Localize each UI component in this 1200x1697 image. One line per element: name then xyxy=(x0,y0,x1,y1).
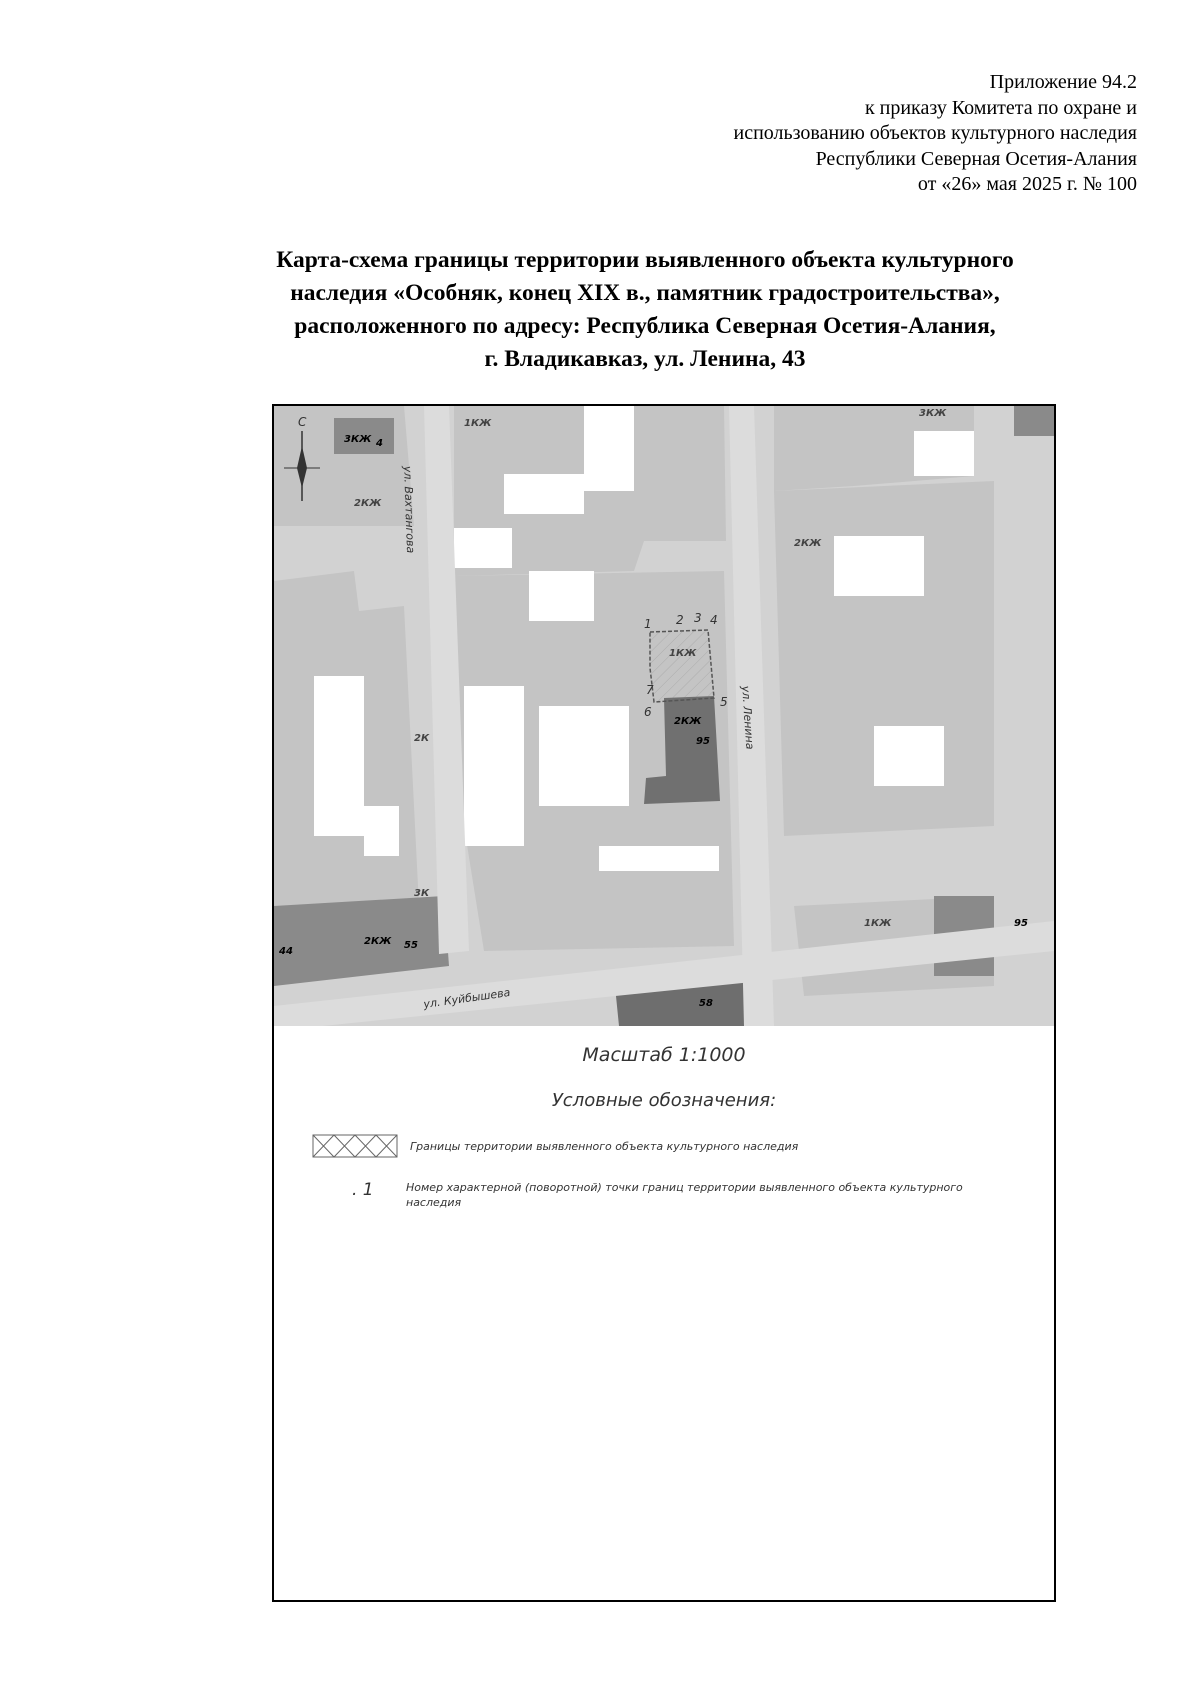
legend-point-symbol: . 1 xyxy=(352,1180,374,1200)
legend-item-boundary: Границы территории выявленного объекта культурного наследия xyxy=(410,1140,799,1153)
map-scale: Масштаб 1:1000 xyxy=(582,1044,746,1066)
title-line-2: наследия «Особняк, конец XIX в., памятник градостроительства», xyxy=(290,280,1000,306)
legend-title: Условные обозначения: xyxy=(551,1090,777,1111)
map-scheme xyxy=(274,406,1054,1026)
building-label: 2КЖ xyxy=(354,498,382,509)
compass-letter: С xyxy=(298,415,307,429)
building-label: 3КЖ xyxy=(919,408,947,419)
title-line-1: Карта-схема границы территории выявленного объекта культурного xyxy=(276,247,1014,273)
courtyard xyxy=(454,528,512,568)
header-line-4: Республики Северная Осетия-Алания xyxy=(815,147,1137,170)
building-label: 1КЖ xyxy=(864,918,892,929)
house-number: 44 xyxy=(279,946,293,957)
boundary-point: 1 xyxy=(644,617,652,631)
courtyard xyxy=(504,474,584,514)
header-line-1: Приложение 94.2 xyxy=(989,71,1137,93)
courtyard xyxy=(584,406,634,491)
building-label: 1КЖ xyxy=(669,648,697,659)
courtyard xyxy=(874,726,944,786)
building-dark xyxy=(1014,406,1054,436)
building-label: 2КЖ xyxy=(674,716,702,727)
courtyard xyxy=(599,846,719,871)
document-title xyxy=(180,244,1110,376)
boundary-point: 7 xyxy=(646,683,654,697)
boundary-point: 3 xyxy=(694,611,702,625)
boundary-point: 6 xyxy=(644,705,652,719)
house-number: 95 xyxy=(696,736,710,747)
courtyard xyxy=(364,806,399,856)
courtyard xyxy=(834,536,924,596)
house-number: 58 xyxy=(699,998,713,1009)
house-number: 55 xyxy=(404,940,418,951)
building-label: 2К xyxy=(414,733,430,744)
house-number: 4 xyxy=(376,438,383,449)
boundary-hatch-icon xyxy=(312,1134,398,1158)
title-line-3: расположенного по адресу: Республика Северная Осетия-Алания, xyxy=(294,313,996,339)
header-line-2: к приказу Комитета по охране и xyxy=(864,96,1137,119)
street-label-vakhtangova: ул. Вахтангова xyxy=(401,465,418,554)
title-line-4: г. Владикавказ, ул. Ленина, 43 xyxy=(484,346,806,372)
legend-item-point: Номер характерной (поворотной) точки границ территории выявленного объекта культурного наследия xyxy=(406,1181,963,1209)
building-label: 1КЖ xyxy=(464,418,492,429)
header-line-5: от «26» мая 2025 г. № 100 xyxy=(917,173,1137,195)
courtyard xyxy=(539,706,629,806)
header-line-3: использованию объектов культурного наследия xyxy=(733,122,1137,144)
building-label: 2КЖ xyxy=(364,936,392,947)
building-label: 3К xyxy=(414,888,430,899)
street-label-lenina: ул. Ленина xyxy=(739,685,757,750)
boundary-point: 2 xyxy=(676,613,684,627)
document-header xyxy=(734,70,1138,198)
heritage-boundary xyxy=(650,630,714,702)
building-label: 2КЖ xyxy=(794,538,822,549)
house-number: 95 xyxy=(1014,918,1028,929)
building-label: 3КЖ xyxy=(344,434,372,445)
courtyard xyxy=(914,431,974,476)
map-frame xyxy=(272,404,1056,1602)
boundary-point: 5 xyxy=(720,695,728,709)
street-label-kuybysheva: ул. Куйбышева xyxy=(422,985,512,1011)
courtyard xyxy=(529,571,594,621)
courtyard xyxy=(314,676,364,836)
courtyard xyxy=(464,686,524,846)
boundary-point: 4 xyxy=(710,613,718,627)
